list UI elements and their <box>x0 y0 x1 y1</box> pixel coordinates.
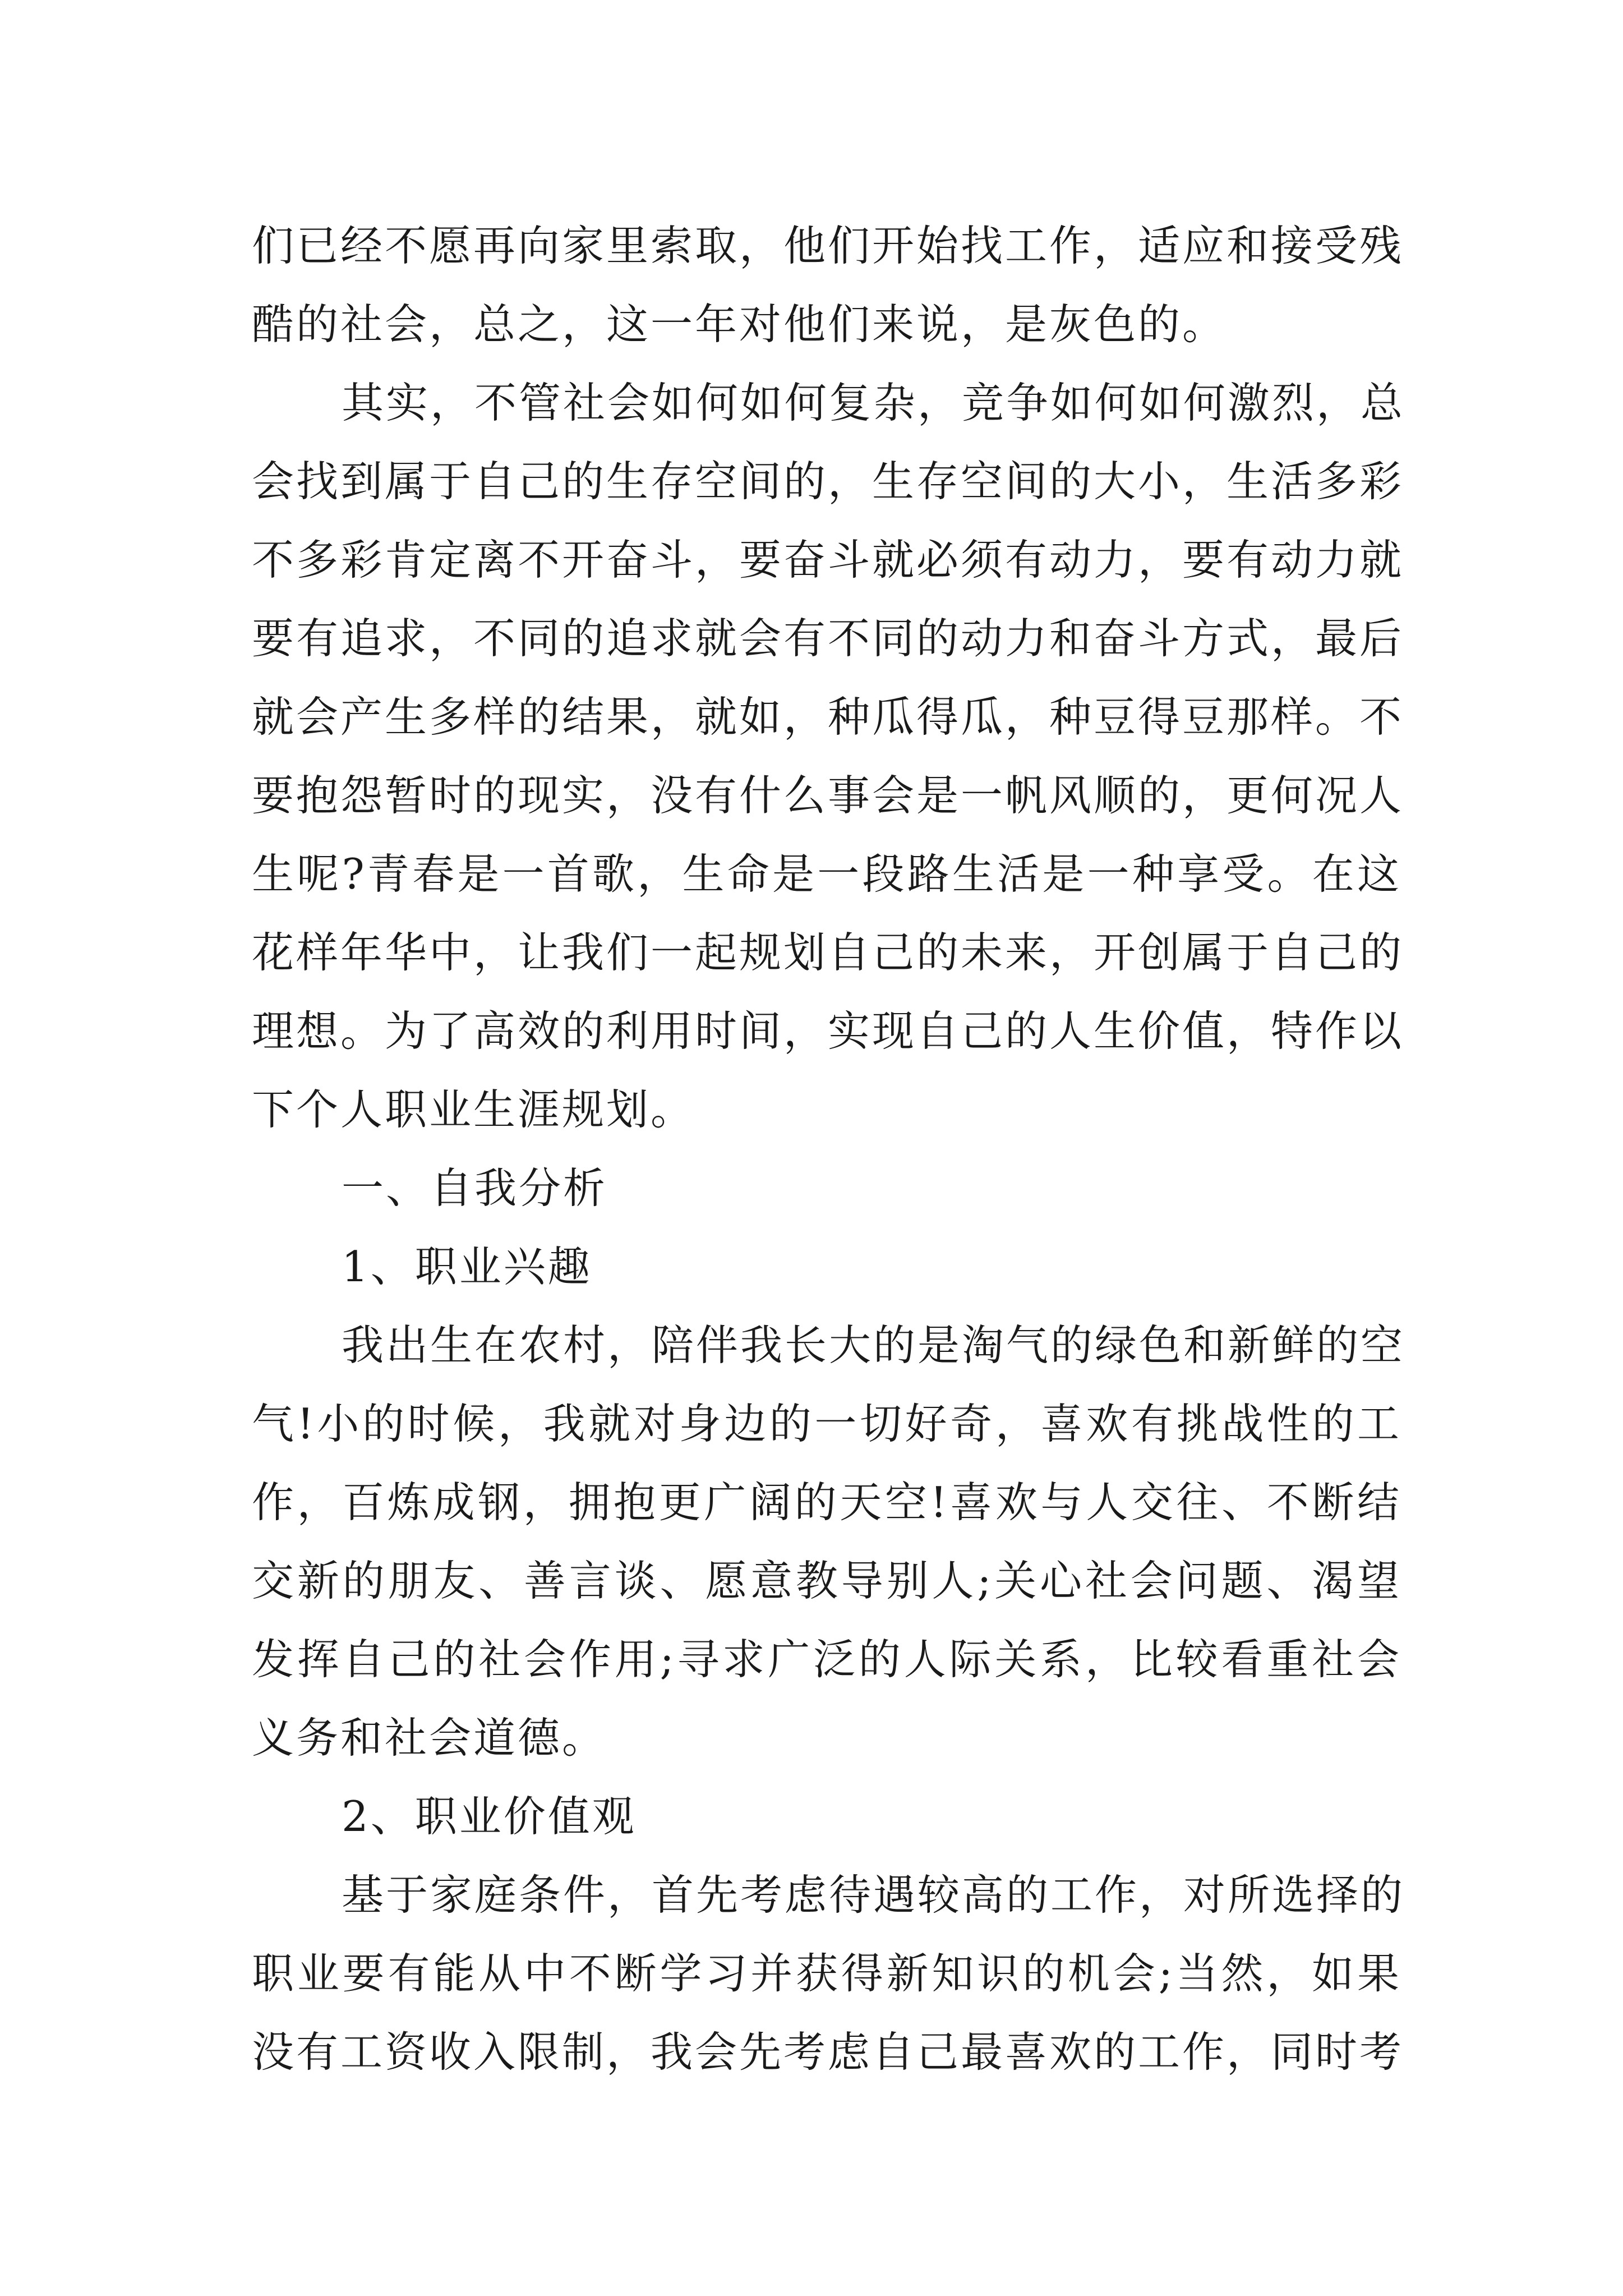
text-line: 生呢?青春是一首歌，生命是一段路生活是一种享受。在这 <box>252 849 1401 899</box>
text-line: 要有追求，不同的追求就会有不同的动力和奋斗方式，最后 <box>252 614 1404 663</box>
text-line: 1、职业兴趣 <box>342 1242 592 1291</box>
text-line: 发挥自己的社会作用;寻求广泛的人际关系，比较看重社会 <box>252 1635 1401 1684</box>
text-line: 们已经不愿再向家里索取，他们开始找工作，适应和接受残 <box>252 221 1404 270</box>
text-line: 不多彩肯定离不开奋斗，要奋斗就必须有动力，要有动力就 <box>252 535 1404 585</box>
document-body <box>252 206 1405 2091</box>
text-line: 我出生在农村，陪伴我长大的是淘气的绿色和新鲜的空 <box>342 1320 1405 1370</box>
text-line: 酷的社会，总之，这一年对他们来说，是灰色的。 <box>252 300 1227 349</box>
text-line: 下个人职业生涯规划。 <box>252 1085 695 1134</box>
text-line: 交新的朋友、善言谈、愿意教导别人;关心社会问题、渴望 <box>252 1556 1401 1605</box>
text-line: 会找到属于自己的生存空间的，生存空间的大小，生活多彩 <box>252 457 1404 506</box>
text-line: 就会产生多样的结果，就如，种瓜得瓜，种豆得豆那样。不 <box>252 692 1404 742</box>
text-line: 花样年华中，让我们一起规划自己的未来，开创属于自己的 <box>252 928 1404 977</box>
text-line: 2、职业价值观 <box>342 1792 637 1841</box>
text-line: 没有工资收入限制，我会先考虑自己最喜欢的工作，同时考 <box>252 2027 1404 2077</box>
text-line: 要抱怨暂时的现实，没有什么事会是一帆风顺的，更何况人 <box>252 771 1404 820</box>
text-line: 其实，不管社会如何如何复杂，竞争如何如何激烈，总 <box>342 378 1405 427</box>
text-line: 气!小的时候，我就对身边的一切好奇，喜欢有挑战性的工 <box>252 1399 1401 1448</box>
text-line: 基于家庭条件，首先考虑待遇较高的工作，对所选择的 <box>342 1870 1405 1920</box>
text-line: 作，百炼成钢，拥抱更广阔的天空!喜欢与人交往、不断结 <box>252 1478 1401 1527</box>
text-line: 一、自我分析 <box>342 1163 608 1213</box>
text-line: 职业要有能从中不断学习并获得新知识的机会;当然，如果 <box>252 1949 1401 1998</box>
text-line: 理想。为了高效的利用时间，实现自己的人生价值，特作以 <box>252 1006 1404 1056</box>
text-line: 义务和社会道德。 <box>252 1713 607 1763</box>
